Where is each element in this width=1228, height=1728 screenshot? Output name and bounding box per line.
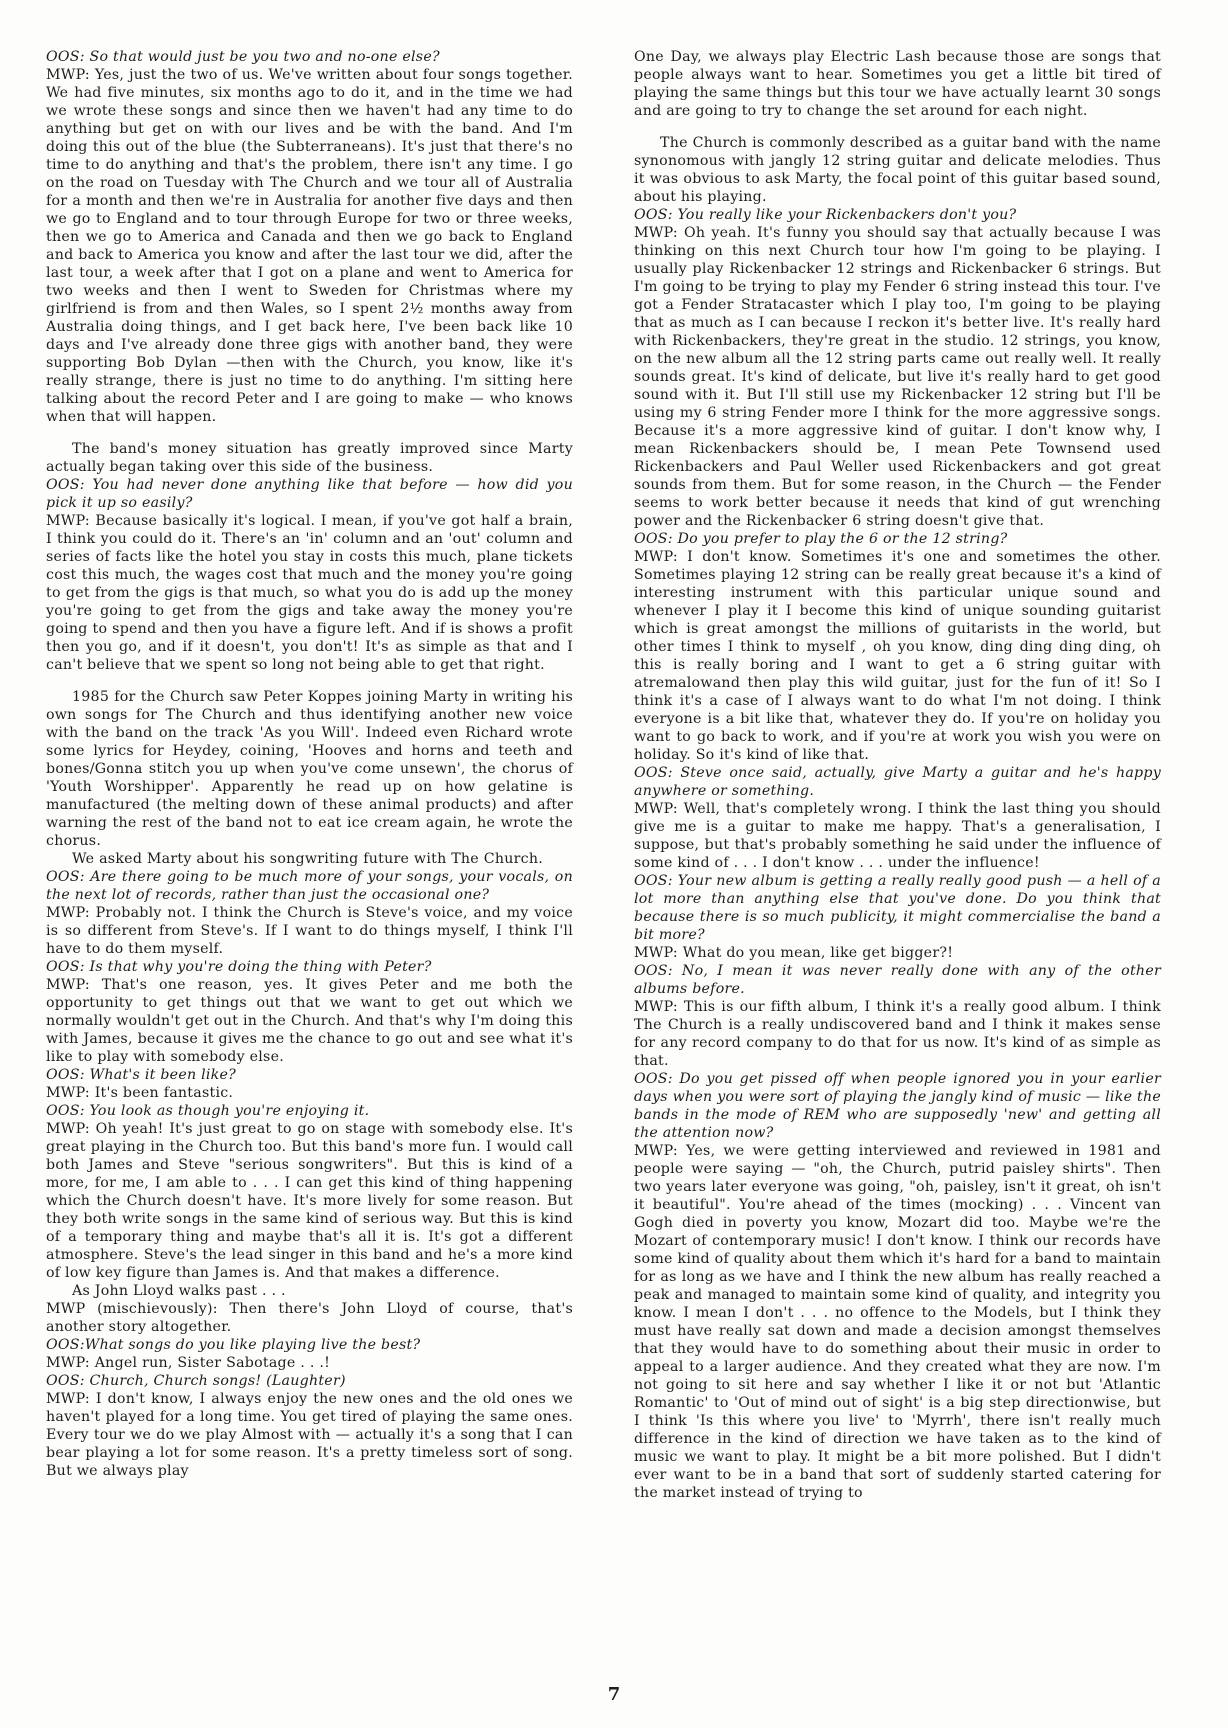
interview-answer: MWP: Probably not. I think the Church is Steve's voice, and my voice is so different from Steve's. If I want to do things myself, I think I'll have to do them myself. — [46, 905, 573, 957]
narrative-paragraph: 1985 for the Church saw Peter Koppes joining Marty in writing his own songs for The Church and thus identifying another new voice with the band on the track 'As you Will'. Indeed even Richard wrote some lyrics for Heydey, coining, 'Hooves and horns and teeth and bones/Gonna stitch you up when you've come unsewn', the chorus of 'Youth Worshipper'. Apparently he read up on how gelatine is manufactured (the melting down of these animal products) and after warning the rest of the band not to eat ice cream again, he wrote the chorus. — [46, 689, 573, 849]
narrative-paragraph: The band's money situation has greatly improved since Marty actually began taking over this side of the business. — [46, 441, 573, 475]
narrative-paragraph: The Church is commonly described as a guitar band with the name synonomous with jangly 12 string guitar and delicate melodies. Thus it was obvious to ask Marty, the focal point of this guitar based sound, about his playing. — [634, 135, 1161, 205]
interview-question: OOS: Do you prefer to play the 6 or the 12 string? — [634, 531, 1008, 547]
interview-answer: MWP: That's one reason, yes. It gives Peter and me both the opportunity to get things out that we want to get out which we normally wouldn't get out in the Church. And that's why I'm doing this with James, because it gives me the chance to go out and see what it's like to play with somebody else. — [46, 977, 573, 1065]
interview-question: OOS:What songs do you like playing live the best? — [46, 1337, 421, 1353]
interview-question: OOS: So that would just be you two and no-one else? — [46, 49, 440, 65]
interview-answer: MWP: Oh yeah! It's just great to go on stage with somebody else. It's great playing in the Church too. But this band's more fun. I would call both James and Steve "serious songwriters". But this is kind of a more, for me, I am able to . . . I can get this kind of thing happening which the Church doesn't have. It's more lively for some reason. But they both write songs in the same kind of serious way. But this is kind of a temporary thing and maybe that's all it is. It's got a different atmosphere. Steve's the lead singer in this band and he's a more kind of low key figure than James is. And that makes a difference. — [46, 1121, 573, 1281]
page-number: 7 — [607, 1684, 621, 1705]
narrative-paragraph: We asked Marty about his songwriting future with The Church. — [72, 851, 543, 867]
interview-question: OOS: You look as though you're enjoying it. — [46, 1103, 370, 1119]
interview-answer: MWP: I don't know, I always enjoy the new ones and the old ones we haven't played for a long time. You get tired of playing the same ones. Every tour we do we play Almost with — actually it's a song that I can bear playing a lot for some reason. It's a pretty timeless sort of song. But we always play — [46, 1391, 573, 1479]
interview-answer: MWP: It's been fantastic. — [46, 1085, 234, 1101]
interview-question: OOS: You really like your Rickenbackers don't you? — [634, 207, 1017, 223]
interview-question: OOS: Your new album is getting a really really good push — a hell of a lot more than anything else that you've done. Do you think that because there is so much publicity, it might commercialise the band a bit more? — [634, 873, 1161, 943]
interview-question: OOS: No, I mean it was never really done with any of the other albums before. — [634, 963, 1161, 997]
interview-answer: MWP: Because basically it's logical. I mean, if you've got half a brain, I think you could do it. There's an 'in' column and an 'out' column and series of facts like the hotel you stay in costs this much, plane tickets cost this much, the wages cost that much and the money you're going to get from the gigs is that much, so what you do is add up the money you're going to get from the gigs and take away the money you're going to spend and then you have a figure left. And if is shows a profit then you go, and if it doesn't, you don't! It's as simple as that and I can't believe that we spent so long not being able to get that right. — [46, 513, 573, 673]
interview-question: OOS: Do you get pissed off when people ignored you in your earlier days when you were sort of playing the jangly kind of music — like the bands in the mode of REM who are supposedly 'new' and getting all the attention now? — [634, 1071, 1161, 1141]
narrative-paragraph: As John Lloyd walks past . . . — [72, 1283, 286, 1299]
interview-answer: MWP: Oh yeah. It's funny you should say that actually because I was thinking on this next Church tour how I'm going to be playing. I usually play Rickenbacker 12 strings and Rickenbacker 6 strings. But I'm going to be trying to play my Fender 6 string instead this tour. I've got a Fender Stratacaster which I play too, I'm going to be playing that as much as I can because I reckon it's better live. It's really hard with Rickenbackers, they're great in the studio. 12 strings, you know, on the new album all the 12 string parts came out really well. It really sounds great. It's kind of delicate, but live it's really hard to get good sound with it. But I'll still use my Rickenbacker 12 string but I'll be using my 6 string Fender more I think for the more aggressive songs. Because it's a more aggressive kind of guitar. I don't know why, I mean Rickenbackers should be, I mean Pete Townsend used Rickenbackers and Paul Weller used Rickenbackers and got great sounds from them. But for some reason, in the Church — the Fender seems to work better because it needs that kind of gut wrenching power and the Rickenbacker 6 string doesn't give that. — [634, 225, 1161, 529]
interview-answer: MWP: I don't know. Sometimes it's one and sometimes the other. Sometimes playing 12 string can be really great because it's a kind of interesting instrument with this particular unique sound and whenever I play it I become this kind of unique sounding guitarist which is great amongst the millions of guitarists in the world, but other times I think to myself , oh you know, ding ding ding ding, oh this is really boring and I want to get a 6 string guitar with atremalowand then play this wild guitar, just for the fun of it! So I think it's a case of I always want to do what I'm not doing. I think everyone is a bit like that, whatever they do. If you're on holiday you want to go back to work, and if you're at work you wish you were on holiday. So it's kind of like that. — [634, 549, 1161, 763]
interview-question: OOS: Church, Church songs! (Laughter) — [46, 1373, 346, 1389]
interview-question: OOS: Are there going to be much more of your songs, your vocals, on the next lot of records, rather than just the occasional one? — [46, 869, 573, 903]
right-column — [634, 48, 1161, 1502]
interview-answer: MWP (mischievously): Then there's John Lloyd of course, that's another story altogether. — [46, 1301, 573, 1335]
interview-question: OOS: Steve once said, actually, give Marty a guitar and he's happy anywhere or something. — [634, 765, 1161, 799]
interview-answer: MWP: Yes, we were getting interviewed and reviewed in 1981 and people were saying — "oh, the Church, putrid paisley shirts". Then two years later everyone was going, "oh, paisley, isn't it great, oh isn't it beautiful". You're ahead of the times (mocking) . . . Vincent van Gogh died in poverty you know, Mozart did too. Maybe we're the Mozart of contemporary music! I don't know. I think our records have some kind of quality about them which it's hard for a band to maintain for as long as we have and I think the new album has really reached a peak and managed to maintain some kind of quality, and integrity you know. I mean I don't . . . no offence to the Models, but I think they must have really sat down and made a decision amongst themselves that they would have to do something about their music in order to appeal to a larger audience. And they created what they are now. I'm not going to sit here and say whether I like it or not but 'Atlantic Romantic' to 'Out of mind out of sight' is a big step directionwise, but I think 'Is this where you live' to 'Myrrh', there isn't really much difference in the kind of direction we have taken as to the kind of music we want to play. It might be a bit more polished. But I didn't ever want to be in a band that sort of suddenly started catering for the market instead of trying to — [634, 1143, 1161, 1501]
interview-question: OOS: Is that why you're doing the thing with Peter? — [46, 959, 432, 975]
interview-answer: MWP: This is our fifth album, I think it's a really good album. I think The Church is a really undiscovered band and I think it makes sense for any record company to do that for us now. It's kind of as simple as that. — [634, 999, 1161, 1069]
interview-answer: MWP: Angel run, Sister Sabotage . . .! — [46, 1355, 331, 1371]
interview-answer: MWP: What do you mean, like get bigger?! — [634, 945, 954, 961]
interview-question: OOS: You had never done anything like that before — how did you pick it up so easily? — [46, 477, 573, 511]
interview-answer: MWP: Yes, just the two of us. We've written about four songs together. We had five minutes, six months ago to do it, and in the time we had we wrote these songs and since then we haven't had any time to do anything but get on with our lives and be with the band. And I'm doing this out of the blue (the Subterraneans). It's just that there's no time to do anything and that's the problem, there isn't any time. I go on the road on Tuesday with The Church and we tour all of Australia for a month and then we're in Australia for another five days and then we go to England and to tour through Europe for two or three weeks, then we go to America and Canada and then we go back to England and back to America you know and after the last tour we did, after the last tour, a week after that I got on a plane and went to America for two weeks and then I went to Sweden for Christmas where my girlfriend is from and then Wales, so I spent 2½ months away from Australia doing things, and I get back here, I've been back like 10 days and I've already done three gigs with another band, they were supporting Bob Dylan —then with the Church, you know, like it's really strange, there is just no time to do anything. I'm sitting here talking about the record Peter and I are going to make — who knows when that will happen. — [46, 67, 573, 425]
interview-answer: MWP: Well, that's completely wrong. I think the last thing you should give me is a guitar to make me happy. That's a generalisation, I suppose, but that's probably something he said under the influence of some kind of . . . I don't know . . . under the influence! — [634, 801, 1161, 871]
left-column — [46, 48, 573, 1480]
interview-question: OOS: What's it been like? — [46, 1067, 237, 1083]
interview-answer: One Day, we always play Electric Lash because those are songs that people always want to hear. Sometimes you get a little bit tired of playing the same things but this tour we have actually learnt 30 songs and are going to try to change the set around for each night. — [634, 49, 1161, 119]
